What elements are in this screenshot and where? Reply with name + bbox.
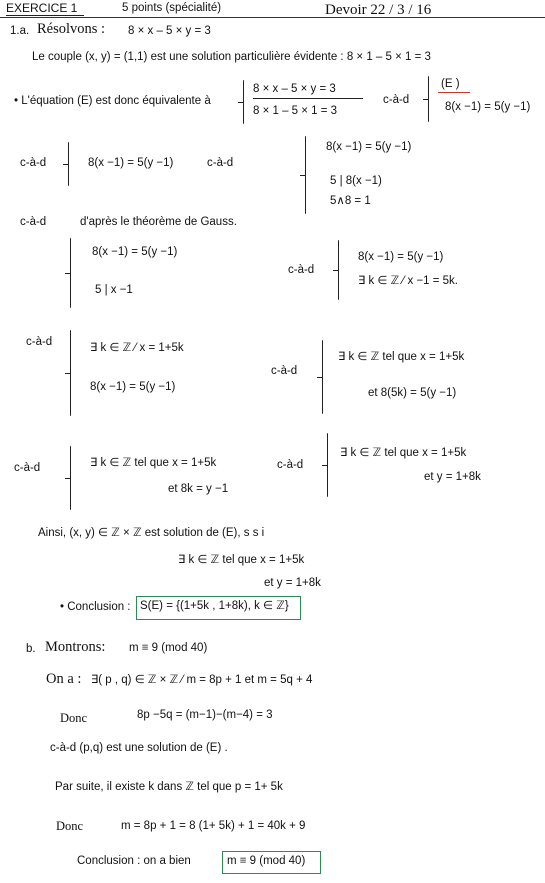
brace (70, 446, 71, 510)
particular-solution: Le couple (x, y) = (1,1) est une solution particulière évidente : 8 × 1 – 5 × 1 = 3 (32, 51, 431, 63)
cad-label: c-à-d (277, 459, 304, 471)
points-label: 5 points (spécialité) (122, 2, 222, 14)
cad-label: c-à-d (207, 157, 234, 169)
devoir-date: Devoir 22 / 3 / 16 (325, 2, 432, 18)
cad-label: c-à-d (20, 157, 47, 169)
on-a-expression: ∃( p , q) ∈ ℤ × ℤ ⁄ m = 8p + 1 et m = 5q + 4 (91, 674, 313, 686)
cad-label: c-à-d (20, 216, 47, 228)
system-line: ∃ k ∈ ℤ tel que x = 1+5k (338, 351, 465, 363)
system-line: 5∧8 = 1 (330, 195, 371, 207)
system-line: 8(x −1) = 5(y −1) (326, 141, 412, 153)
on-a-label: On a : (46, 671, 82, 687)
system-line: 8 × 1 – 5 × 1 = 3 (253, 105, 338, 117)
gauss-note: d'après le théorème de Gauss. (80, 216, 237, 228)
red-underline (438, 92, 470, 93)
brace (305, 136, 306, 214)
brace (68, 142, 69, 186)
donc-label: Donc (56, 819, 84, 833)
system-line: ∃ k ∈ ℤ ⁄ x −1 = 5k. (358, 275, 458, 287)
exercise-title: EXERCICE 1 (6, 1, 78, 15)
header-rule (0, 17, 545, 18)
par-suite-line: Par suite, il existe k dans ℤ tel que p = 1+ 5k (55, 781, 283, 793)
system-separator (253, 98, 363, 99)
system-line: 8(x −1) = 5(y −1) (445, 101, 531, 113)
brace (70, 330, 71, 416)
system-line: 8(x −1) = 5(y −1) (88, 157, 174, 169)
system-line: ∃ k ∈ ℤ tel que x = 1+5k (90, 457, 217, 469)
donc-expression: m = 8p + 1 = 8 (1+ 5k) + 1 = 40k + 9 (121, 820, 306, 832)
system-line: 8(x −1) = 5(y −1) (358, 251, 444, 263)
part-b-label: b. (26, 643, 36, 655)
donc-expression: 8p −5q = (m−1)−(m−4) = 3 (137, 709, 273, 721)
brace (327, 433, 328, 497)
brace (243, 80, 244, 124)
equation-e: 8 × x – 5 × y = 3 (128, 25, 211, 37)
part-a-label: 1.a. (10, 25, 30, 37)
system-line: et 8k = y −1 (168, 483, 229, 495)
exercise-underline (6, 15, 84, 16)
conclusion-solution-set: S(E) = {(1+5k , 1+8k), k ∈ ℤ} (140, 600, 289, 612)
system-line: 8(x −1) = 5(y −1) (92, 246, 178, 258)
system-line: 5 | 8(x −1) (330, 175, 382, 187)
ainsi-statement: Ainsi, (x, y) ∈ ℤ × ℤ est solution de (E), s s i (38, 527, 265, 539)
system-line: ∃ k ∈ ℤ ⁄ x = 1+5k (90, 342, 184, 354)
brace (428, 76, 429, 122)
cad-label: c-à-d (14, 462, 41, 474)
system-line: 8 × x – 5 × y = 3 (253, 83, 336, 95)
conclusion-label: Conclusion : on a bien (77, 855, 191, 867)
system-line: (E ) (441, 78, 460, 90)
conclusion-label: • Conclusion : (60, 601, 131, 613)
system-line: et y = 1+8k (424, 471, 481, 483)
system-line: et 8(5k) = 5(y −1) (368, 387, 457, 399)
system-line: 5 | x −1 (95, 284, 133, 296)
part-b-claim: m ≡ 9 (mod 40) (129, 642, 208, 654)
cad-label: c-à-d (271, 365, 298, 377)
cad-label: c-à-d (288, 264, 315, 276)
brace (70, 238, 71, 308)
system-line: 8(x −1) = 5(y −1) (90, 381, 176, 393)
donc-label: Donc (60, 711, 88, 725)
part-a-title: Résolvons : (37, 21, 106, 37)
cad-label: c-à-d (26, 336, 53, 348)
brace (322, 340, 323, 414)
conclusion-result: m ≡ 9 (mod 40) (227, 855, 306, 867)
ainsi-condition: ∃ k ∈ ℤ tel que x = 1+5k (178, 554, 305, 566)
cad-line: c-à-d (p,q) est une solution de (E) . (50, 742, 228, 754)
cad-label: c-à-d (383, 94, 410, 106)
brace (338, 240, 339, 300)
system-line: ∃ k ∈ ℤ tel que x = 1+5k (340, 447, 467, 459)
ainsi-condition: et y = 1+8k (264, 577, 321, 589)
equivalence-intro: • L'équation (E) est donc équivalente à (14, 95, 211, 107)
part-b-title: Montrons: (45, 639, 106, 655)
